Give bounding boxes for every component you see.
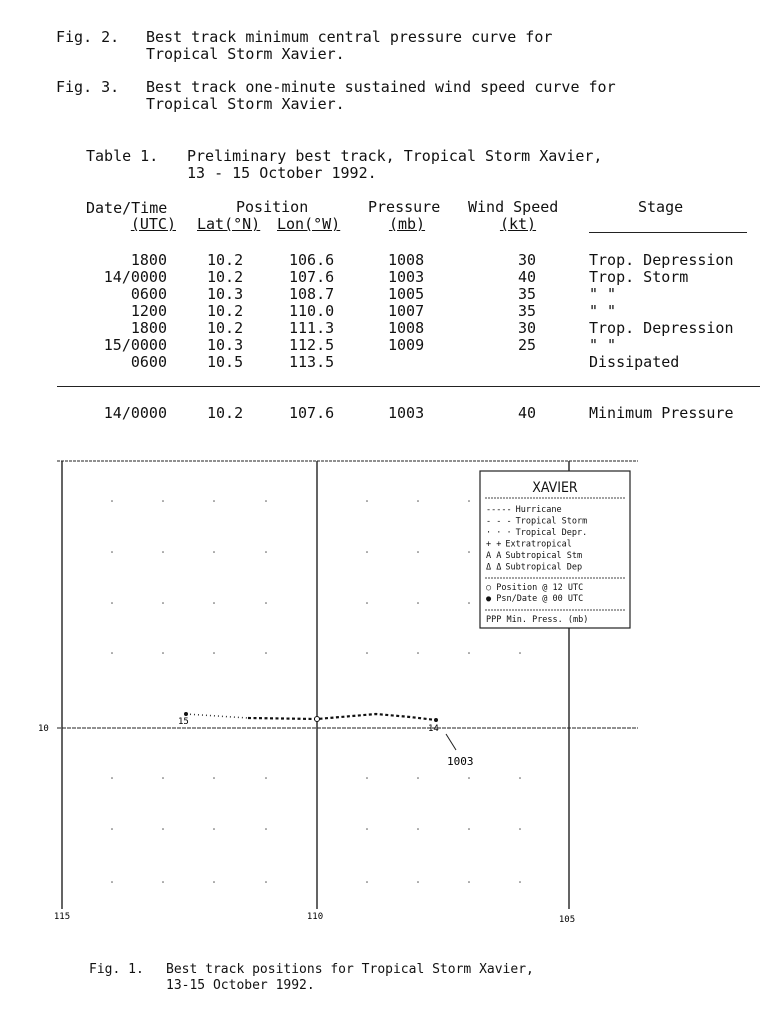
- header-utc: (UTC): [130, 215, 176, 233]
- header-mb: (mb): [388, 215, 426, 233]
- table-label: Table 1.: [86, 147, 159, 165]
- x-tick-110: 110: [306, 912, 324, 922]
- track-depression-segment: [186, 714, 248, 718]
- grid-dot: [213, 652, 215, 654]
- cell-stage: " ": [589, 285, 617, 303]
- grid-dot: [213, 551, 215, 553]
- cell-wind: 30: [517, 251, 536, 269]
- grid-dot: [366, 828, 368, 830]
- legend-item-label: Hurricane: [515, 505, 562, 515]
- cell-lon: 112.5: [289, 336, 335, 354]
- grid-dot: [519, 881, 521, 883]
- grid-dot: [366, 602, 368, 604]
- legend-item: [486, 551, 582, 561]
- cell-stage: " ": [589, 302, 617, 320]
- track-map: [0, 452, 782, 952]
- legend-date-note: ● Psn/Date @ 00 UTC: [486, 594, 584, 604]
- header-wind: Wind Speed: [468, 198, 559, 216]
- grid-dot: [111, 881, 113, 883]
- header-pressure: Pressure: [368, 198, 441, 216]
- grid-dot: [366, 551, 368, 553]
- cell-lat: 10.3: [207, 336, 244, 354]
- track-storm-segment: [248, 714, 436, 720]
- cell-stage: Trop. Depression: [589, 251, 734, 269]
- cell-lat: 10.3: [207, 285, 244, 303]
- cell-date: 1200: [130, 302, 167, 320]
- grid-dot: [468, 551, 470, 553]
- grid-dot: [366, 652, 368, 654]
- grid-dot: [111, 551, 113, 553]
- grid-dot: [213, 777, 215, 779]
- grid-dot: [265, 881, 267, 883]
- grid-dot: [162, 777, 164, 779]
- grid-dot: [468, 652, 470, 654]
- cell-lat: 10.2: [207, 302, 244, 320]
- grid-dot: [519, 652, 521, 654]
- cell-wind: 30: [517, 319, 536, 337]
- grid-dot: [265, 828, 267, 830]
- grid-dot: [417, 828, 419, 830]
- table-divider: [57, 386, 760, 387]
- legend-item-label: Subtropical Stm: [505, 551, 583, 561]
- grid-dot: [213, 881, 215, 883]
- x-tick-105: 105: [558, 915, 576, 925]
- cell-lat: 10.5: [207, 353, 244, 371]
- cell-lon: 113.5: [289, 353, 335, 371]
- caption-fig2-line2: Tropical Storm Xavier.: [146, 45, 345, 63]
- cell-lat: 10.2: [207, 404, 244, 422]
- legend-item-label: Tropical Depr.: [515, 528, 588, 538]
- cell-lon: 111.3: [289, 319, 335, 337]
- cell-lon: 107.6: [289, 268, 335, 286]
- grid-dot: [111, 652, 113, 654]
- legend-min-pres-note: PPP Min. Press. (mb): [486, 615, 589, 625]
- grid-dot: [366, 500, 368, 502]
- cell-date: 1800: [130, 319, 167, 337]
- legend-item: [486, 517, 587, 527]
- grid-dot: [366, 777, 368, 779]
- legend-item-marker: - - -: [486, 516, 512, 527]
- cell-wind: 40: [517, 404, 536, 422]
- grid-dot: [162, 881, 164, 883]
- cell-pressure: 1008: [388, 251, 425, 269]
- grid-dot: [162, 652, 164, 654]
- legend-item-marker: · · ·: [486, 528, 512, 538]
- cell-stage: Dissipated: [589, 353, 680, 371]
- grid-dot: [265, 652, 267, 654]
- caption-fig3-number: Fig. 3.: [56, 78, 120, 96]
- cell-date: 0600: [130, 285, 167, 303]
- grid-dot: [468, 500, 470, 502]
- legend-item: [486, 528, 587, 538]
- table-title-line2: 13 - 15 October 1992.: [187, 164, 377, 182]
- grid-dot: [468, 602, 470, 604]
- grid-dot: [265, 500, 267, 502]
- legend-title: XAVIER: [532, 480, 578, 496]
- caption-fig2-number: Fig. 2.: [56, 28, 120, 46]
- grid-dot: [417, 500, 419, 502]
- cell-stage: Trop. Storm: [589, 268, 689, 286]
- grid-dot: [417, 602, 419, 604]
- grid-dot: [468, 828, 470, 830]
- grid-dot: [417, 551, 419, 553]
- cell-lon: 107.6: [289, 404, 335, 422]
- cell-pressure: 1003: [388, 404, 425, 422]
- grid-dot: [265, 777, 267, 779]
- cell-stage: Trop. Depression: [589, 319, 734, 337]
- grid-dot: [213, 828, 215, 830]
- cell-date: 15/0000: [103, 336, 167, 354]
- caption-fig3-line1: Best track one-minute sustained wind speed curve for: [146, 78, 616, 96]
- storm-track: [184, 712, 456, 750]
- grid-dot: [417, 652, 419, 654]
- cell-date: 1800: [130, 251, 167, 269]
- cell-pressure: 1005: [388, 285, 425, 303]
- legend-item-marker: Δ Δ: [486, 562, 502, 573]
- cell-wind: 25: [517, 336, 536, 354]
- cell-wind: 40: [517, 268, 536, 286]
- legend-position-note: ○ Position @ 12 UTC: [486, 583, 584, 593]
- cell-lat: 10.2: [207, 319, 244, 337]
- day-label-15: 15: [178, 717, 189, 727]
- grid-dot: [265, 551, 267, 553]
- cell-lon: 108.7: [289, 285, 335, 303]
- pressure-annotation: 1003: [447, 755, 474, 768]
- cell-pressure: 1008: [388, 319, 425, 337]
- legend-item: [486, 563, 582, 573]
- header-lat: Lat(°N): [197, 215, 261, 233]
- grid-dot: [162, 828, 164, 830]
- grid-dot: [468, 881, 470, 883]
- grid-dot: [519, 828, 521, 830]
- grid-dot: [111, 602, 113, 604]
- grid-dot: [111, 777, 113, 779]
- header-lon: Lon(°W): [277, 215, 341, 233]
- grid-dot: [111, 500, 113, 502]
- grid-dots: [111, 500, 521, 883]
- legend-item-marker: + +: [486, 539, 502, 550]
- day-label-14: 14: [428, 724, 439, 734]
- grid-dot: [111, 828, 113, 830]
- cell-lat: 10.2: [207, 251, 244, 269]
- cell-pressure: 1003: [388, 268, 425, 286]
- grid-dot: [213, 500, 215, 502]
- grid-dot: [162, 500, 164, 502]
- cell-pressure: 1009: [388, 336, 425, 354]
- cell-date: 0600: [130, 353, 167, 371]
- header-stage: Stage: [638, 198, 684, 216]
- legend-item-marker: A A: [486, 551, 502, 561]
- stage-header-rule: [589, 232, 747, 233]
- x-tick-115: 115: [53, 912, 71, 922]
- cell-lon: 106.6: [289, 251, 335, 269]
- legend-item-label: Extratropical: [505, 539, 572, 550]
- grid-dot: [519, 777, 521, 779]
- track-point-00utc-15: [184, 712, 188, 716]
- cell-date: 14/0000: [103, 268, 167, 286]
- pressure-leader-line: [446, 734, 456, 750]
- caption-fig2-line1: Best track minimum central pressure curve for: [146, 28, 553, 46]
- grid-dot: [417, 881, 419, 883]
- legend-item: [486, 505, 562, 515]
- cell-wind: 35: [517, 302, 536, 320]
- grid-dot: [162, 602, 164, 604]
- table-title-line1: Preliminary best track, Tropical Storm Xavier,: [187, 147, 603, 165]
- grid-dot: [265, 602, 267, 604]
- legend-item-label: Subtropical Dep: [505, 562, 583, 573]
- cell-lat: 10.2: [207, 268, 244, 286]
- caption-fig1-number: Fig. 1.: [89, 962, 144, 977]
- caption-fig3-line2: Tropical Storm Xavier.: [146, 95, 345, 113]
- grid-dot: [417, 777, 419, 779]
- grid-dot: [162, 551, 164, 553]
- grid-dot: [213, 602, 215, 604]
- cell-stage: " ": [589, 336, 617, 354]
- legend-item-label: Tropical Storm: [515, 516, 588, 527]
- header-kt: (kt): [499, 215, 537, 233]
- grid-dot: [366, 881, 368, 883]
- track-point-12utc: [315, 717, 320, 722]
- grid-dot: [468, 777, 470, 779]
- header-position: Position: [236, 198, 309, 216]
- caption-fig1-line2: 13-15 October 1992.: [166, 978, 315, 993]
- cell-lon: 110.0: [289, 302, 335, 320]
- cell-pressure: 1007: [388, 302, 425, 320]
- legend-item: [486, 540, 572, 550]
- header-datetime: Date/Time: [86, 199, 168, 217]
- cell-date: 14/0000: [103, 404, 167, 422]
- cell-stage: Minimum Pressure: [589, 404, 734, 422]
- legend-item-marker: -----: [486, 505, 512, 515]
- caption-fig1-line1: Best track positions for Tropical Storm Xavier,: [166, 962, 534, 977]
- track-point-00utc-14: [434, 718, 438, 722]
- cell-wind: 35: [517, 285, 536, 303]
- map-legend: [480, 471, 630, 628]
- y-tick-10: 10: [38, 724, 49, 734]
